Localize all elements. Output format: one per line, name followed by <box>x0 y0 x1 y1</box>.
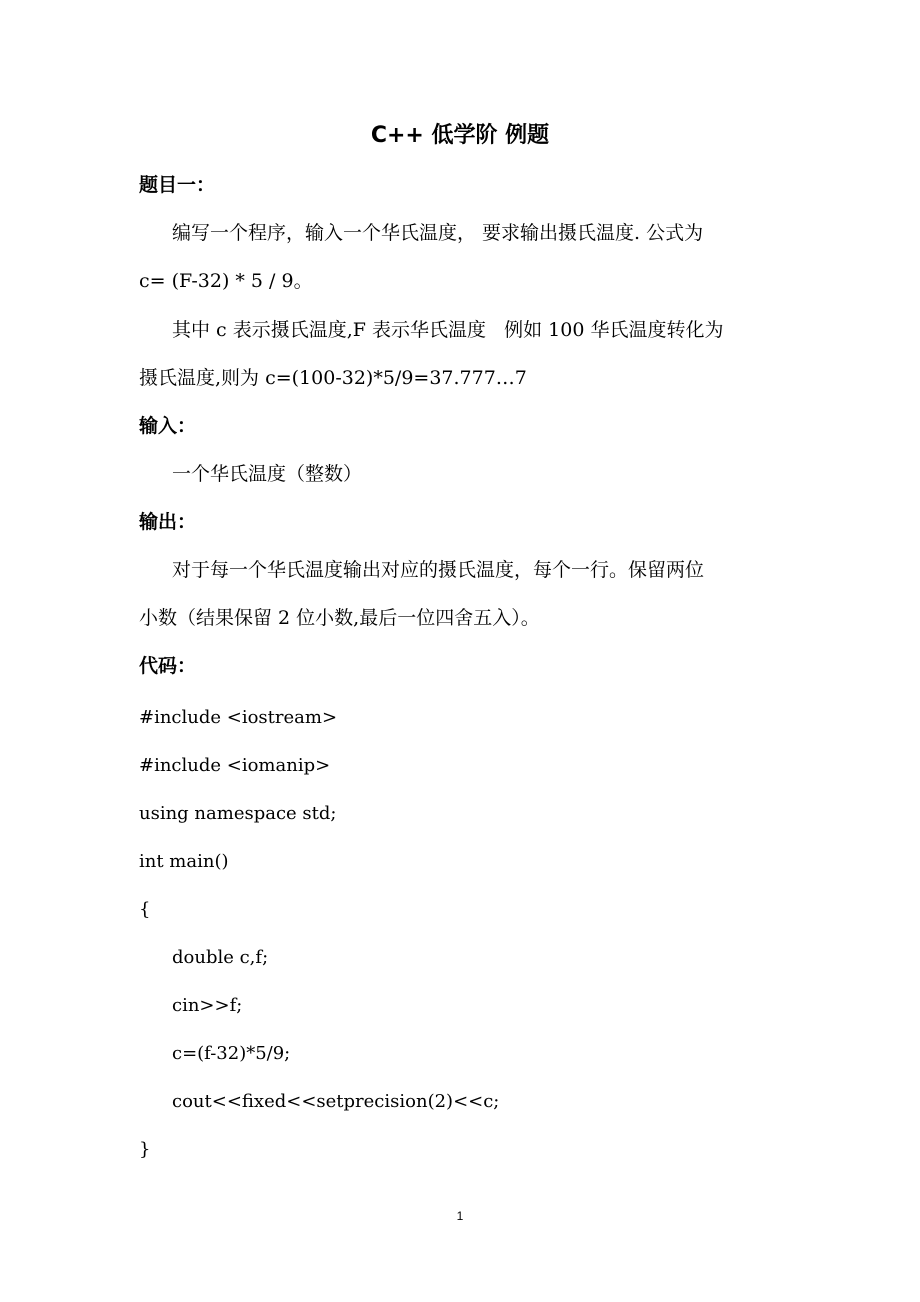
code-line: double c,f; <box>172 947 269 968</box>
description-line-1: 编写一个程序，输入一个华氏温度， 要求输出摄氏温度. 公式为 <box>172 222 704 244</box>
description-line-4: 摄氏温度,则为 c=(100-32)*5/9=37.777…7 <box>139 367 527 389</box>
description-line-2: c= (F-32) * 5 / 9。 <box>139 270 313 292</box>
code-line: { <box>139 899 151 920</box>
code-line: cin>>f; <box>172 995 243 1016</box>
input-description: 一个华氏温度（整数） <box>172 463 363 485</box>
description-line-3: 其中 c 表示摄氏温度,F 表示华氏温度 例如 100 华氏温度转化为 <box>172 319 724 341</box>
input-heading: 输入： <box>139 415 197 437</box>
code-line: int main() <box>139 851 229 872</box>
code-line: c=(f-32)*5/9; <box>172 1043 291 1064</box>
code-line: cout<<fixed<<setprecision(2)<<c; <box>172 1091 500 1112</box>
code-line: } <box>139 1139 151 1160</box>
output-description-line-1: 对于每一个华氏温度输出对应的摄氏温度，每个一行。保留两位 <box>172 559 705 581</box>
code-heading: 代码： <box>139 655 197 677</box>
problem-heading: 题目一： <box>139 174 216 196</box>
page-number: 1 <box>456 1209 464 1223</box>
output-heading: 输出： <box>139 511 197 533</box>
document-title: C++ 低学阶 例题 <box>370 123 550 148</box>
output-description-line-2: 小数（结果保留 2 位小数,最后一位四舍五入）。 <box>139 607 540 629</box>
code-line: #include <iomanip> <box>139 755 331 776</box>
code-line: using namespace std; <box>139 803 337 824</box>
code-line: #include <iostream> <box>139 707 338 728</box>
